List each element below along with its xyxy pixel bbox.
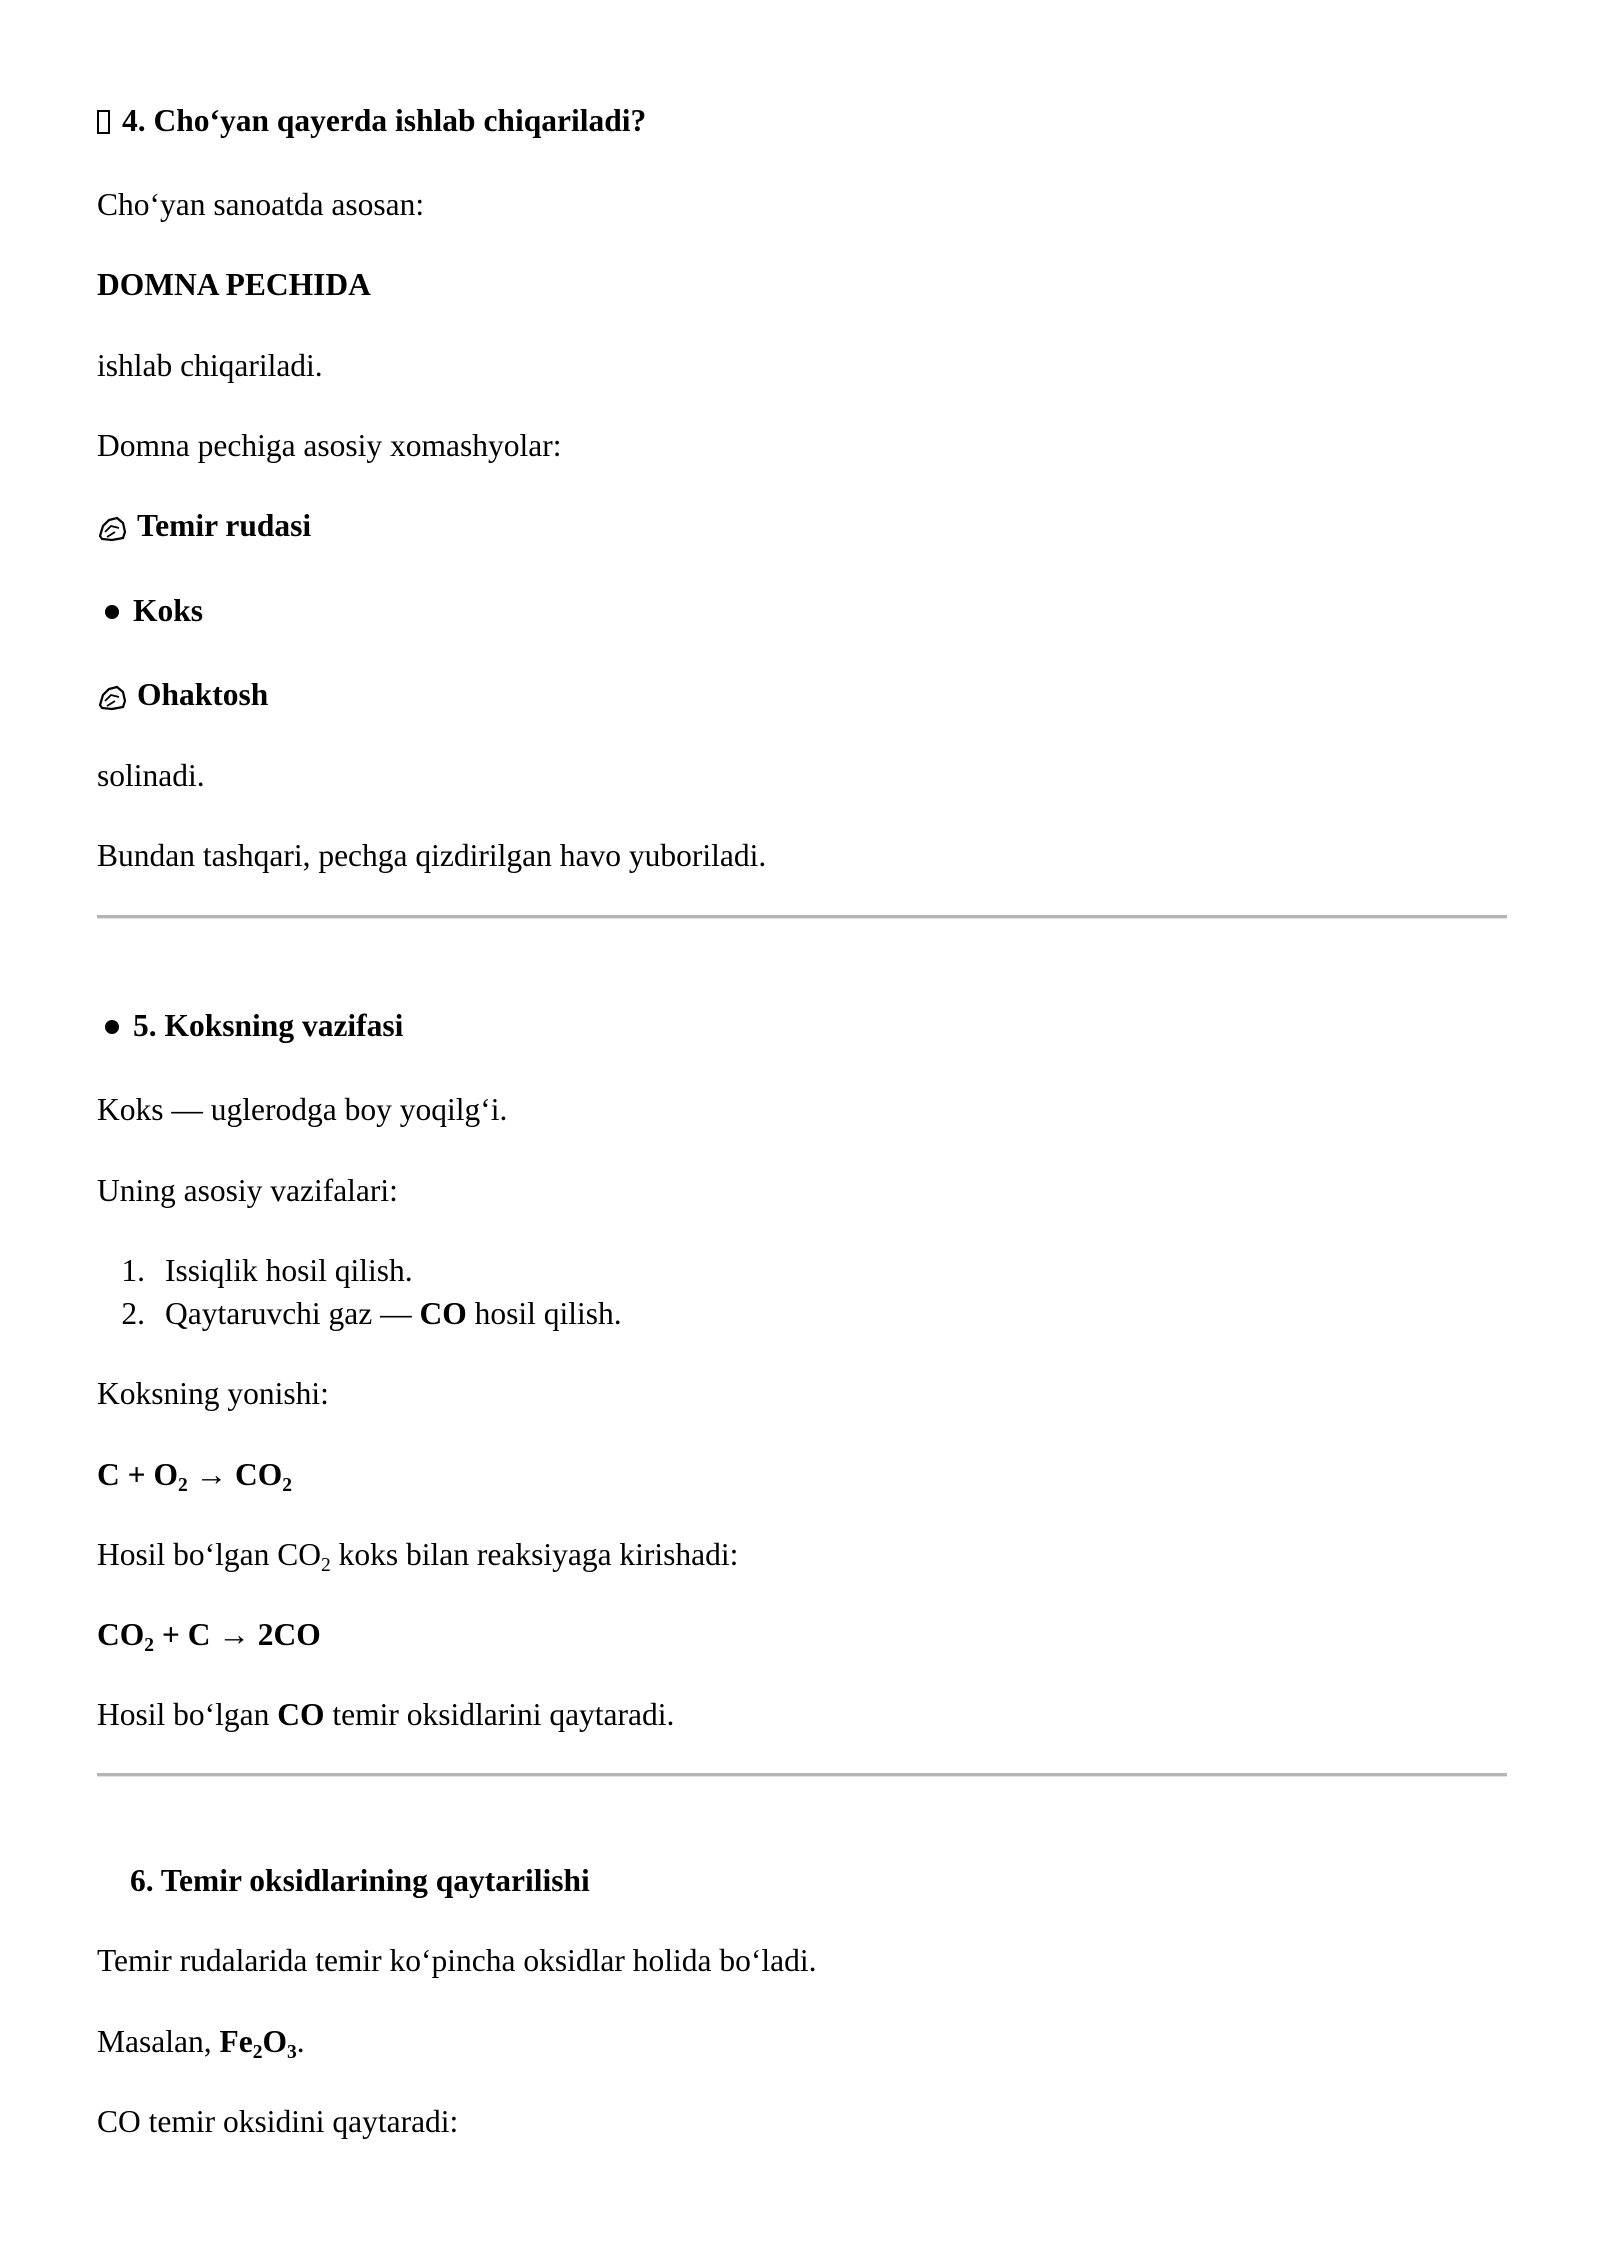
material-label: Koks — [133, 593, 204, 628]
eq-subscript: 2 — [144, 1635, 155, 1656]
text-part: temir oksidlarini qaytaradi. — [324, 1697, 675, 1732]
text-part: Masalan, — [97, 2024, 220, 2059]
list-number: 1. — [121, 1253, 145, 1288]
eq-part: + C — [154, 1617, 219, 1652]
emphasis-text: DOMNA PECHIDA — [97, 267, 371, 302]
eq-part: CO — [234, 1457, 283, 1492]
paragraph: Temir rudalarida temir ko‘pincha oksidlar holida bo‘ladi. — [97, 1943, 817, 1978]
list-text: hosil qilish. — [466, 1296, 622, 1331]
horizontal-rule — [97, 915, 1507, 919]
heading-text: 4. Cho‘yan qayerda ishlab chiqariladi? — [122, 103, 647, 138]
list-item — [97, 1251, 413, 1291]
rock-icon — [97, 683, 127, 711]
eq-part: 2CO — [249, 1617, 321, 1652]
paragraph — [97, 2022, 305, 2062]
eq-part: CO — [97, 1617, 145, 1652]
text-part: Hosil bo‘lgan — [97, 1697, 278, 1732]
material-label: Ohaktosh — [137, 677, 269, 712]
paragraph — [97, 1695, 674, 1735]
formula-part: O — [262, 2024, 287, 2059]
paragraph: CO temir oksidini qaytaradi: — [97, 2104, 459, 2139]
section-6-heading: 6. Temir oksidlarining qaytarilishi — [130, 1863, 590, 1898]
text-part: Hosil bo‘lgan CO — [97, 1537, 321, 1572]
section-4-heading — [97, 101, 646, 141]
missing-glyph-icon — [97, 110, 110, 134]
material-item — [97, 675, 268, 715]
material-label: Temir rudasi — [137, 508, 312, 543]
eq-subscript: 2 — [177, 1475, 188, 1496]
text-part: koks bilan reaksiyaga kirishadi: — [330, 1537, 739, 1572]
list-text: Qaytaruvchi gaz — — [165, 1296, 420, 1331]
list-number: 2. — [121, 1296, 145, 1331]
horizontal-rule — [97, 1773, 1507, 1777]
eq-arrow: → — [218, 1617, 250, 1652]
eq-arrow: → — [187, 1457, 235, 1492]
paragraph: Domna pechiga asosiy xomashyolar: — [97, 428, 562, 463]
black-circle-icon — [105, 605, 119, 619]
list-text: Issiqlik hosil qilish. — [165, 1253, 413, 1288]
section-5-heading — [97, 1006, 403, 1046]
list-item — [97, 1294, 622, 1334]
bold-formula: CO — [419, 1296, 467, 1331]
eq-part: C + O — [97, 1457, 178, 1492]
paragraph: ishlab chiqariladi. — [97, 348, 323, 383]
material-item — [97, 591, 203, 631]
subscript: 2 — [321, 1555, 331, 1576]
black-circle-icon — [105, 1020, 119, 1034]
paragraph: Cho‘yan sanoatda asosan: — [97, 187, 425, 222]
equation-2 — [97, 1615, 321, 1655]
rock-icon — [97, 514, 127, 542]
paragraph: solinadi. — [97, 758, 205, 793]
paragraph: Bundan tashqari, pechga qizdirilgan havo yuboriladi. — [97, 838, 767, 873]
paragraph: Koks — uglerodga boy yoqilg‘i. — [97, 1092, 508, 1127]
paragraph: Koksning yonishi: — [97, 1376, 329, 1411]
paragraph: Uning asosiy vazifalari: — [97, 1173, 398, 1208]
text-part: . — [296, 2024, 305, 2059]
heading-text: 5. Koksning vazifasi — [133, 1008, 404, 1043]
paragraph — [97, 1535, 738, 1575]
eq-subscript: 2 — [282, 1475, 292, 1496]
subscript: 3 — [286, 2042, 297, 2063]
bold-formula: CO — [277, 1697, 325, 1732]
formula-part: Fe — [219, 2024, 253, 2059]
equation-1 — [97, 1455, 292, 1495]
material-item — [97, 506, 311, 546]
subscript: 2 — [252, 2042, 263, 2063]
